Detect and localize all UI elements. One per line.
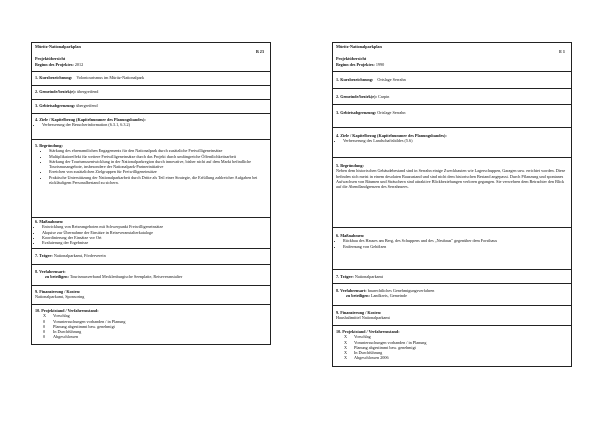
section-2 [333, 89, 571, 105]
list-item: • Stärkung des ehrenamtlichen Engagements für den Nationalpark durch zusätzliche Freiwilligeneinsätze [49, 148, 267, 153]
list-item: • Verbesserung des Landschaftsbildes (5.6) [343, 138, 568, 143]
section-5 [32, 140, 270, 218]
s10-label: 10. Projektstand / Verfahrensstand: [336, 329, 400, 334]
form-header [333, 43, 571, 72]
s9-label: 9. Finanzierung / Kosten: [336, 310, 382, 315]
status-mark: X [43, 313, 47, 319]
doc-title: Müritz-Nationalparkplan [336, 44, 382, 49]
s2-value: Carpin [377, 94, 390, 99]
start-row: Beginn des Projektes: 2012 [35, 61, 84, 67]
s5-text: Neben dem historischen Gebäudebestand sind in Serrahn einige Zweckbauten wie Lagerschuppen, Garagen usw. errichtet worden. Diese befinden sich meist in einem desolaten Bauzustand und sind nicht dem historischen Bestand angepasst. Durch Pflanzung und spontanes Aufwachsen von Bäumen und Sträuchern sind attraktive Blickbeziehungen verloren gegangen. Sie verwehren dem Betrachter den Blick auf die Abendlandgrenzen des Serrahnsees. [336, 168, 566, 190]
status-text: Voruntersuchungen vorhanden / in Planung [354, 339, 427, 345]
project-form-b23 [31, 42, 271, 345]
s1-value: Volontourismus im Müritz-Nationalpark [76, 75, 145, 80]
s4-label: 4. Ziele / Kapitelbezug (Kapitelnummer des Planungsbandes): [336, 133, 447, 138]
section-9 [333, 306, 571, 326]
section-7 [32, 249, 270, 265]
section-10 [32, 305, 270, 344]
list-item: • Koordinierung der Einsätze vor Ort [42, 235, 267, 240]
doc-title: Müritz-Nationalparkplan [35, 44, 81, 49]
s7-label: 7. Träger: [336, 274, 354, 279]
status-mark: X [344, 344, 348, 350]
start-year: 2012 [74, 61, 84, 67]
status-text: In Durchführung [53, 329, 82, 335]
status-mark: 0 [43, 334, 46, 340]
status-text: Planung abgestimmt bzw. genehmigt [53, 323, 115, 329]
s1-value: Ortslage Serrahn [377, 77, 406, 82]
s7-value: Nationalparkamt [354, 274, 383, 279]
section-1 [333, 72, 571, 89]
list-item: • Entfernung von Gehölzen [343, 244, 568, 249]
s8-sub-label: zu beteiligen: [346, 293, 370, 299]
start-year: 1990 [375, 61, 385, 67]
s6-label: 6. Maßnahmen: [35, 219, 64, 224]
status-text: Abgeschlossen [53, 334, 79, 340]
project-code: B 23 [255, 49, 264, 54]
status-text: Voruntersuchungen vorhanden / in Planung [53, 318, 126, 324]
list-item: • Entwicklung von Reiseangeboten mit Schwerpunkt Freiwilligeneinsätze [42, 224, 267, 229]
section-6 [32, 218, 270, 249]
section-5 [333, 158, 571, 228]
s3-value: übergreifend [76, 103, 98, 108]
s2-label: 2. Gemeinde/bezirk(e): [35, 89, 76, 94]
status-mark: X [344, 334, 348, 340]
s8-sub-value: Landkreis, Gemeinde [370, 293, 407, 299]
s5-label: 5. Begründung: [35, 143, 63, 148]
s9-value: Nationalparkamt, Sponsoring [35, 294, 85, 300]
s3-label: 3. Gebietsabgrenzung: [336, 110, 377, 115]
status-mark: 0 [43, 329, 46, 335]
start-row: Beginn des Projektes: 1990 [336, 61, 385, 67]
section-10 [333, 326, 571, 366]
s4-label: 4. Ziele / Kapitelbezug (Kapitelnummer des Planungsbandes): [35, 117, 146, 122]
list-item: • Multiplikatoreffekt für weitere Freiwilligeneinsätze durch das Projekt durch umfängreiche Öffentlichkeitsarbeit [49, 154, 267, 159]
s3-label: 3. Gebietsabgrenzung: [35, 103, 76, 108]
list-item: • Stärkung der Tourismusentwicklung in der Nationalparkregion durch innovative, bisher nicht auf dem Markt befindliche Tourismusangebote, insbesondere der Nationalpark-Partnerinitiative [49, 159, 267, 170]
list-item: • Praktische Unterstützung der Nationalparkarbeit durch Dritte als Teil einer Strategie, die Erfüllung zahlreicher Aufgaben bei rückläufigem Personalbestand zu sichern. [49, 175, 267, 186]
section-8 [32, 265, 270, 286]
report-label: Projektübersicht [336, 56, 367, 62]
list-item: • Evaluierung der Ergebnisse [42, 240, 267, 245]
section-6 [333, 228, 571, 270]
s7-value: Nationalparkamt, Förderverein [53, 253, 106, 258]
s9-label: 9. Finanzierung / Kosten: [35, 289, 81, 294]
s1-label: 1. Kurzbezeichnung: [35, 75, 73, 80]
s1-label: 1. Kurzbezeichnung: [336, 77, 374, 82]
s2-label: 2. Gemeinde/bezirk(e): [336, 94, 377, 99]
status-text: Vorschlag [354, 334, 371, 340]
section-9 [32, 286, 270, 305]
section-7 [333, 270, 571, 284]
project-form-e1 [332, 42, 572, 367]
list-item: • Akquise zur Übernahme der Einsätze in Reiseveranstalterkataloge [42, 230, 267, 235]
list-item: • Rückbau des Hauses am Berg, des Schuppens und des „Neubaus" gegenüber dem Forsthaus [343, 238, 568, 243]
status-mark: X [344, 355, 348, 361]
s3-value: Ortslage Serrahn [377, 110, 406, 115]
s5-label: 5. Begründung: [336, 163, 364, 168]
section-4 [32, 114, 270, 140]
s7-label: 7. Träger: [35, 253, 53, 258]
project-code: E 1 [559, 49, 565, 54]
section-8 [333, 284, 571, 306]
list-item: • Erreichen von zusätzlichen Zielgruppen für Freiwilligeneinsätze [49, 169, 267, 174]
status-text: Abgeschlossen 2006 [354, 355, 389, 361]
status-text: Vorschlag [53, 313, 70, 319]
status-text: In Durchführung [354, 350, 383, 356]
section-3 [333, 105, 571, 128]
section-2 [32, 86, 270, 100]
status-mark: X [344, 350, 348, 356]
s8-sub-value: Tourismusverband Mecklenburgische Seenplatte, Reiseveranstalter [69, 274, 183, 280]
section-4 [333, 128, 571, 158]
s8-value: baurechtliches Genehmigungsverfahren [367, 288, 435, 293]
status-text: Planung abgestimmt bzw. genehmigt [354, 344, 416, 350]
s2-value: übergreifend [76, 89, 99, 94]
status-mark: 0 [43, 318, 46, 324]
s8-label: 8. Verfahrensart: [35, 269, 66, 274]
section-1 [32, 72, 270, 86]
form-header [32, 43, 270, 72]
status-row [336, 355, 568, 360]
status-mark: X [344, 339, 348, 345]
status-mark: 0 [43, 323, 46, 329]
s8-sub-label: zu beteiligen: [45, 274, 69, 280]
s9-value: Haushaltmittel Nationalparkamt [336, 315, 390, 321]
status-row [35, 334, 267, 339]
report-label: Projektübersicht [35, 56, 66, 62]
s10-label: 10. Projektstand / Verfahrensstand: [35, 308, 99, 313]
s8-label: 8. Verfahrensart: [336, 288, 367, 293]
s6-label: 6. Maßnahmen: [336, 233, 365, 238]
list-item: • Verbesserung der Besucherinformation (6.3.1, 6.3.2) [42, 122, 267, 127]
section-3 [32, 100, 270, 114]
